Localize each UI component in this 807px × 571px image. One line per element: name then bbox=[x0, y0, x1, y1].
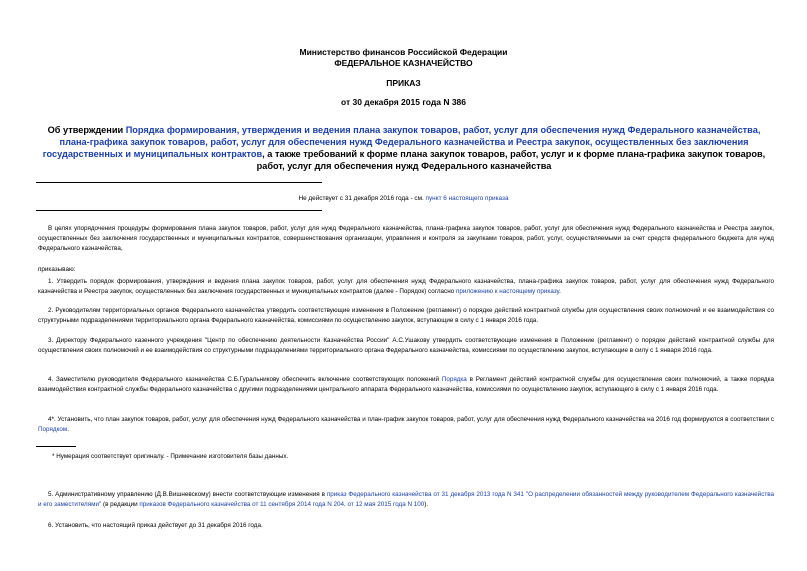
doc-title bbox=[34, 124, 774, 172]
p5-order-link[interactable]: приказ Федерального казначейства от 31 декабря 2013 года N 341 "О распределении обязанностей между руководителем Федерального казначейства и его заместителями" bbox=[38, 491, 775, 508]
p4a-text: 4*. Установить, что план закупок товаров, работ, услуг для обеспечения нужд Федерального казначейства и план-график закупок товаров, работ, услуг для обеспечения нужд Федерального казначейства на 2016 год формируются в соответствии с bbox=[48, 416, 774, 423]
p4-text: 4. Заместителю руководителя Федерального казначейства С.Б.Гуральникову обеспечить включение соответствующих положений bbox=[48, 376, 442, 383]
bottom-divider bbox=[36, 210, 322, 211]
order-word: приказываю: bbox=[38, 266, 76, 273]
notice-link[interactable]: пункт 6 настоящего приказа bbox=[425, 195, 509, 202]
p6-text: 6. Установить, что настоящий приказ действует до 31 декабря 2016 года. bbox=[48, 522, 263, 529]
footnote: * Нумерация соответствует оригиналу. - Примечание изготовителя базы данных. bbox=[52, 453, 289, 460]
title-suffix: , а также требований к форме плана закупок товаров, работ, услуг и к форме плана-графика закупок товаров, работ, услуг для обеспечения нужд Федерального казначейства bbox=[256, 149, 766, 171]
doc-type: ПРИКАЗ bbox=[386, 78, 421, 88]
paragraph-5 bbox=[38, 490, 774, 510]
intro-paragraph bbox=[38, 224, 774, 254]
paragraph-1 bbox=[38, 277, 774, 297]
top-divider bbox=[36, 182, 322, 183]
p1-end: . bbox=[559, 288, 561, 295]
p2-text: 2. Руководителям территориальных органов Федерального казначейства утвердить соответствующие изменения в Положение (регламент) о порядке действий контрактной службы для осуществления своих полномочий и ее взаимодействия со структурными подразделениями территориального органа Федерального казначейства, комиссиями по осуществлению закупок, вступающие в силу с 1 января 2016 года. bbox=[38, 307, 774, 324]
paragraph-2 bbox=[38, 306, 774, 326]
p5-orders-link[interactable]: приказов Федерального казначейства от 11 сентября 2014 года N 204, от 12 мая 2015 года N 100 bbox=[139, 501, 425, 508]
p1-appendix-link[interactable]: приложению к настоящему приказу bbox=[455, 288, 560, 295]
paragraph-6 bbox=[38, 521, 774, 531]
ministry-name: Министерство финансов Российской Федерации bbox=[299, 47, 508, 57]
paragraph-4a bbox=[38, 415, 774, 435]
paragraph-3 bbox=[38, 336, 774, 356]
p1-text: 1. Утвердить порядок формирования, утверждения и ведения плана закупок товаров, работ, услуг для обеспечения нужд Федерального казначейства, плана-графика закупок товаров, работ, услуг для обеспечения нужд Федерального казначейства и Реестра закупок, осуществленных без заключения государственных и муниципальных контрактов (далее - Порядок) согласно bbox=[38, 278, 774, 295]
p4a-end: . bbox=[67, 426, 69, 433]
title-order-link[interactable]: Порядка формирования, утверждения и ведения плана закупок товаров, работ, услуг для обеспечения нужд Федерального казначейства, плана-графика закупок товаров, работ, услуг для обеспечения нужд Федерального казначейства и Реестра закупок, осуществленных без заключения государственных и муниципальных контрактов bbox=[42, 125, 761, 159]
p3-text: 3. Директору Федерального казенного учреждения "Центр по обеспечению деятельности Казначейства России" А.С.Ушакову утвердить соответствующие изменения в Положение (регламент) о порядке действий контрактной службы для осуществления своих полномочий и ее взаимодействия со структурными подразделениями территориального органа Федерального казначейства, комиссиями по осуществлению закупок, вступающие в силу с 1 января 2016 года. bbox=[38, 337, 774, 354]
p5-mid: (в редакции bbox=[101, 501, 140, 508]
paragraph-4 bbox=[38, 375, 774, 395]
p5-end: ). bbox=[424, 501, 429, 508]
p5-text: 5. Административному управлению (Д.В.Вишневскому) внести соответствующие изменения в bbox=[48, 491, 327, 498]
title-prefix: Об утверждении bbox=[47, 125, 126, 135]
doc-date-number: от 30 декабря 2015 года N 386 bbox=[340, 97, 467, 107]
intro-text: В целях упорядочения процедуры формирования плана закупок товаров, работ, услуг для нужд Федерального казначейства, плана-графика закупок товаров, работ, услуг для обеспечения нужд Федерального казначейства и Реестра закупок, осуществленных без заключения государственных и муниципальных контрактов, совершенствования организации, управления и контроля за закупками товаров, работ, услуг, осуществляемыми за счет средств федерального бюджета для нужд Федерального казначейства, bbox=[38, 225, 774, 252]
notice-text: Не действует с 31 декабря 2016 года - см. bbox=[298, 195, 426, 202]
p4a-procedure-link[interactable]: Порядком bbox=[38, 426, 68, 433]
p4-procedure-link[interactable]: Порядка bbox=[441, 376, 467, 383]
agency-name: ФЕДЕРАЛЬНОЕ КАЗНАЧЕЙСТВО bbox=[334, 58, 473, 68]
footnote-divider bbox=[36, 446, 76, 447]
p4-end: в Регламент действий контрактной службы для осуществления своих полномочий, а также порядка взаимодействия контрактной службы Федерального казначейства с другими подразделениями центрального аппарата Федерального казначейства, комиссиями по осуществлению закупок, вступающего в силу с 1 января 2016 года. bbox=[38, 376, 774, 393]
validity-notice bbox=[0, 194, 807, 203]
